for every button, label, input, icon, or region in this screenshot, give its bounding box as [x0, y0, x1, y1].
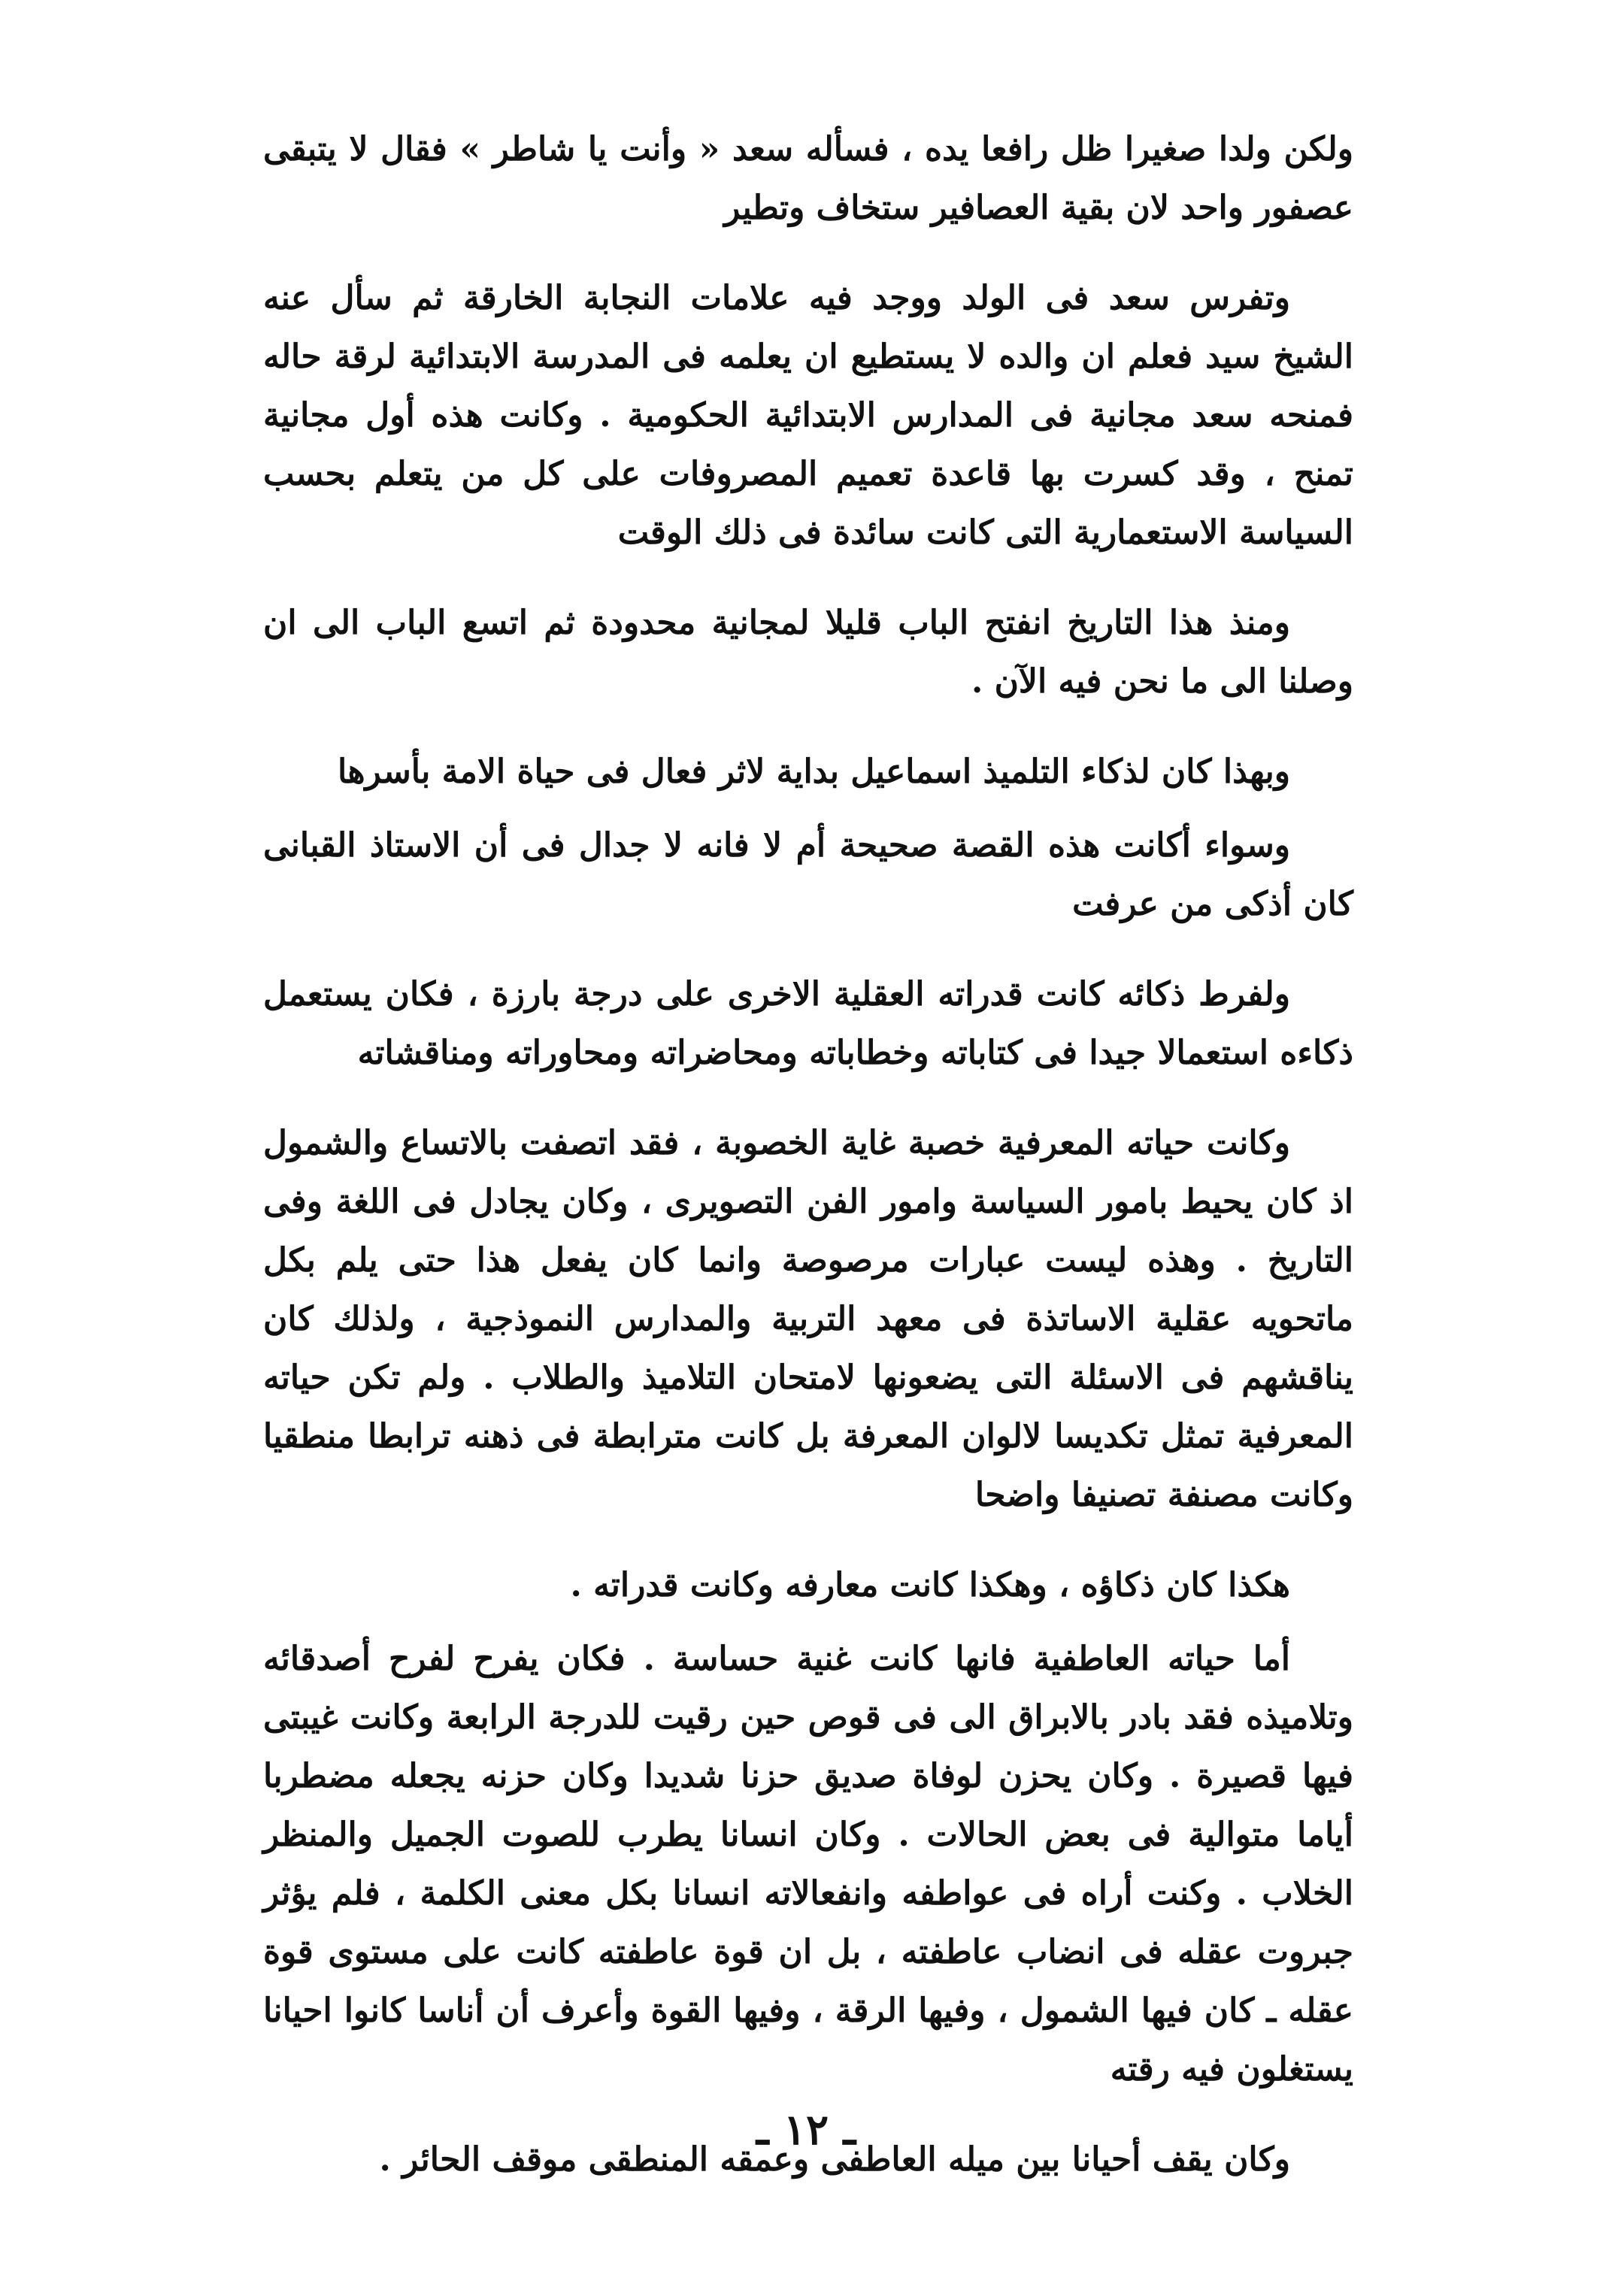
paragraph-10: وكان يقف أحيانا بين ميله العاطفى وعمقه المنطقى موقف الحائر . — [379, 2140, 1290, 2179]
paragraph-7: وكانت حياته المعرفية خصبة غاية الخصوبة ، فقد اتصفت بالاتساع والشمول اذ كان يحيط بامور السياسة وامور الفن التصويرى ، وكان يجادل فى اللغة وفى التاريخ . وهذه ليست عبارات مرصوصة وانما كان يفعل هذا حتى يلم بكل ماتحويه عقلية الاساتذة فى معهد التربية والمدارس النموذجية ، ولذلك كان يناقشهم فى الاسئلة التى يضعونها لامتحان التلاميذ والطلاب . ولم تكن حياته المعرفية تمثل تكديسا لالوان المعرفة بل كانت مترابطة فى ذهنه ترابطا منطقيا وكانت مصنفة تصنيفا واضحا — [263, 1124, 1353, 1514]
paragraph-2: وتفرس سعد فى الولد ووجد فيه علامات النجابة الخارقة ثم سأل عنه الشيخ سيد فعلم ان والده لا يستطيع ان يعلمه فى المدرسة الابتدائية لرقة حاله فمنحه سعد مجانية فى المدارس الابتدائية الحكومية . وكانت هذه أول مجانية تمنح ، وقد كسرت بها قاعدة تعميم المصروفات على كل من يتعلم بحسب السياسة الاستعمارية التى كانت سائدة فى ذلك الوقت — [263, 279, 1353, 552]
paragraph-5: وسواء أكانت هذه القصة صحيحة أم لا فانه لا جدال فى أن الاستاذ القبانى كان أذكى من عرفت — [263, 826, 1353, 923]
paragraph-9: أما حياته العاطفية فانها كانت غنية حساسة . فكان يفرح لفرح أصدقائه وتلاميذه فقد بادر بالابراق الى فى قوص حين رقيت للدرجة الرابعة وكانت غيبتى فيها قصيرة . وكان يحزن لوفاة صديق حزنا شديدا وكان حزنه يجعله مضطربا أياما متوالية فى بعض الحالات . وكان انسانا يطرب للصوت الجميل والمنظر الخلاب . وكنت أراه فى عواطفه وانفعالاته انسانا بكل معنى الكلمة ، فلم يؤثر جبروت عقله فى انضاب عاطفته ، بل ان قوة عاطفته كانت على مستوى قوة عقله ـ كان فيها الشمول ، وفيها الرقة ، وفيها القوة وأعرف أن أناسا كانوا احيانا يستغلون فيه رقته — [263, 1640, 1353, 2089]
paragraph-1: ولكن ولدا صغيرا ظل رافعا يده ، فسأله سعد « وأنت يا شاطر » فقال لا يتبقى عصفور واحد لان بقية العصافير ستخاف وتطير — [263, 130, 1353, 227]
paragraph-6: ولفرط ذكائه كانت قدراته العقلية الاخرى على درجة بارزة ، فكان يستعمل ذكاءه استعمالا جيدا فى كتاباته وخطاباته ومحاضراته ومحاوراته ومناقشاته — [263, 975, 1353, 1072]
paragraph-8: هكذا كان ذكاؤه ، وهكذا كانت معارفه وكانت قدراته . — [570, 1566, 1290, 1604]
paragraph-3: ومنذ هذا التاريخ انفتح الباب قليلا لمجانية محدودة ثم اتسع الباب الى ان وصلنا الى ما نحن فيه الآن . — [263, 604, 1353, 701]
body-text — [263, 120, 1353, 2221]
paragraph-4: وبهذا كان لذكاء التلميذ اسماعيل بداية لاثر فعال فى حياة الامة بأسرها — [337, 753, 1290, 791]
page-number: ـ ١٢ ـ — [756, 2105, 856, 2155]
